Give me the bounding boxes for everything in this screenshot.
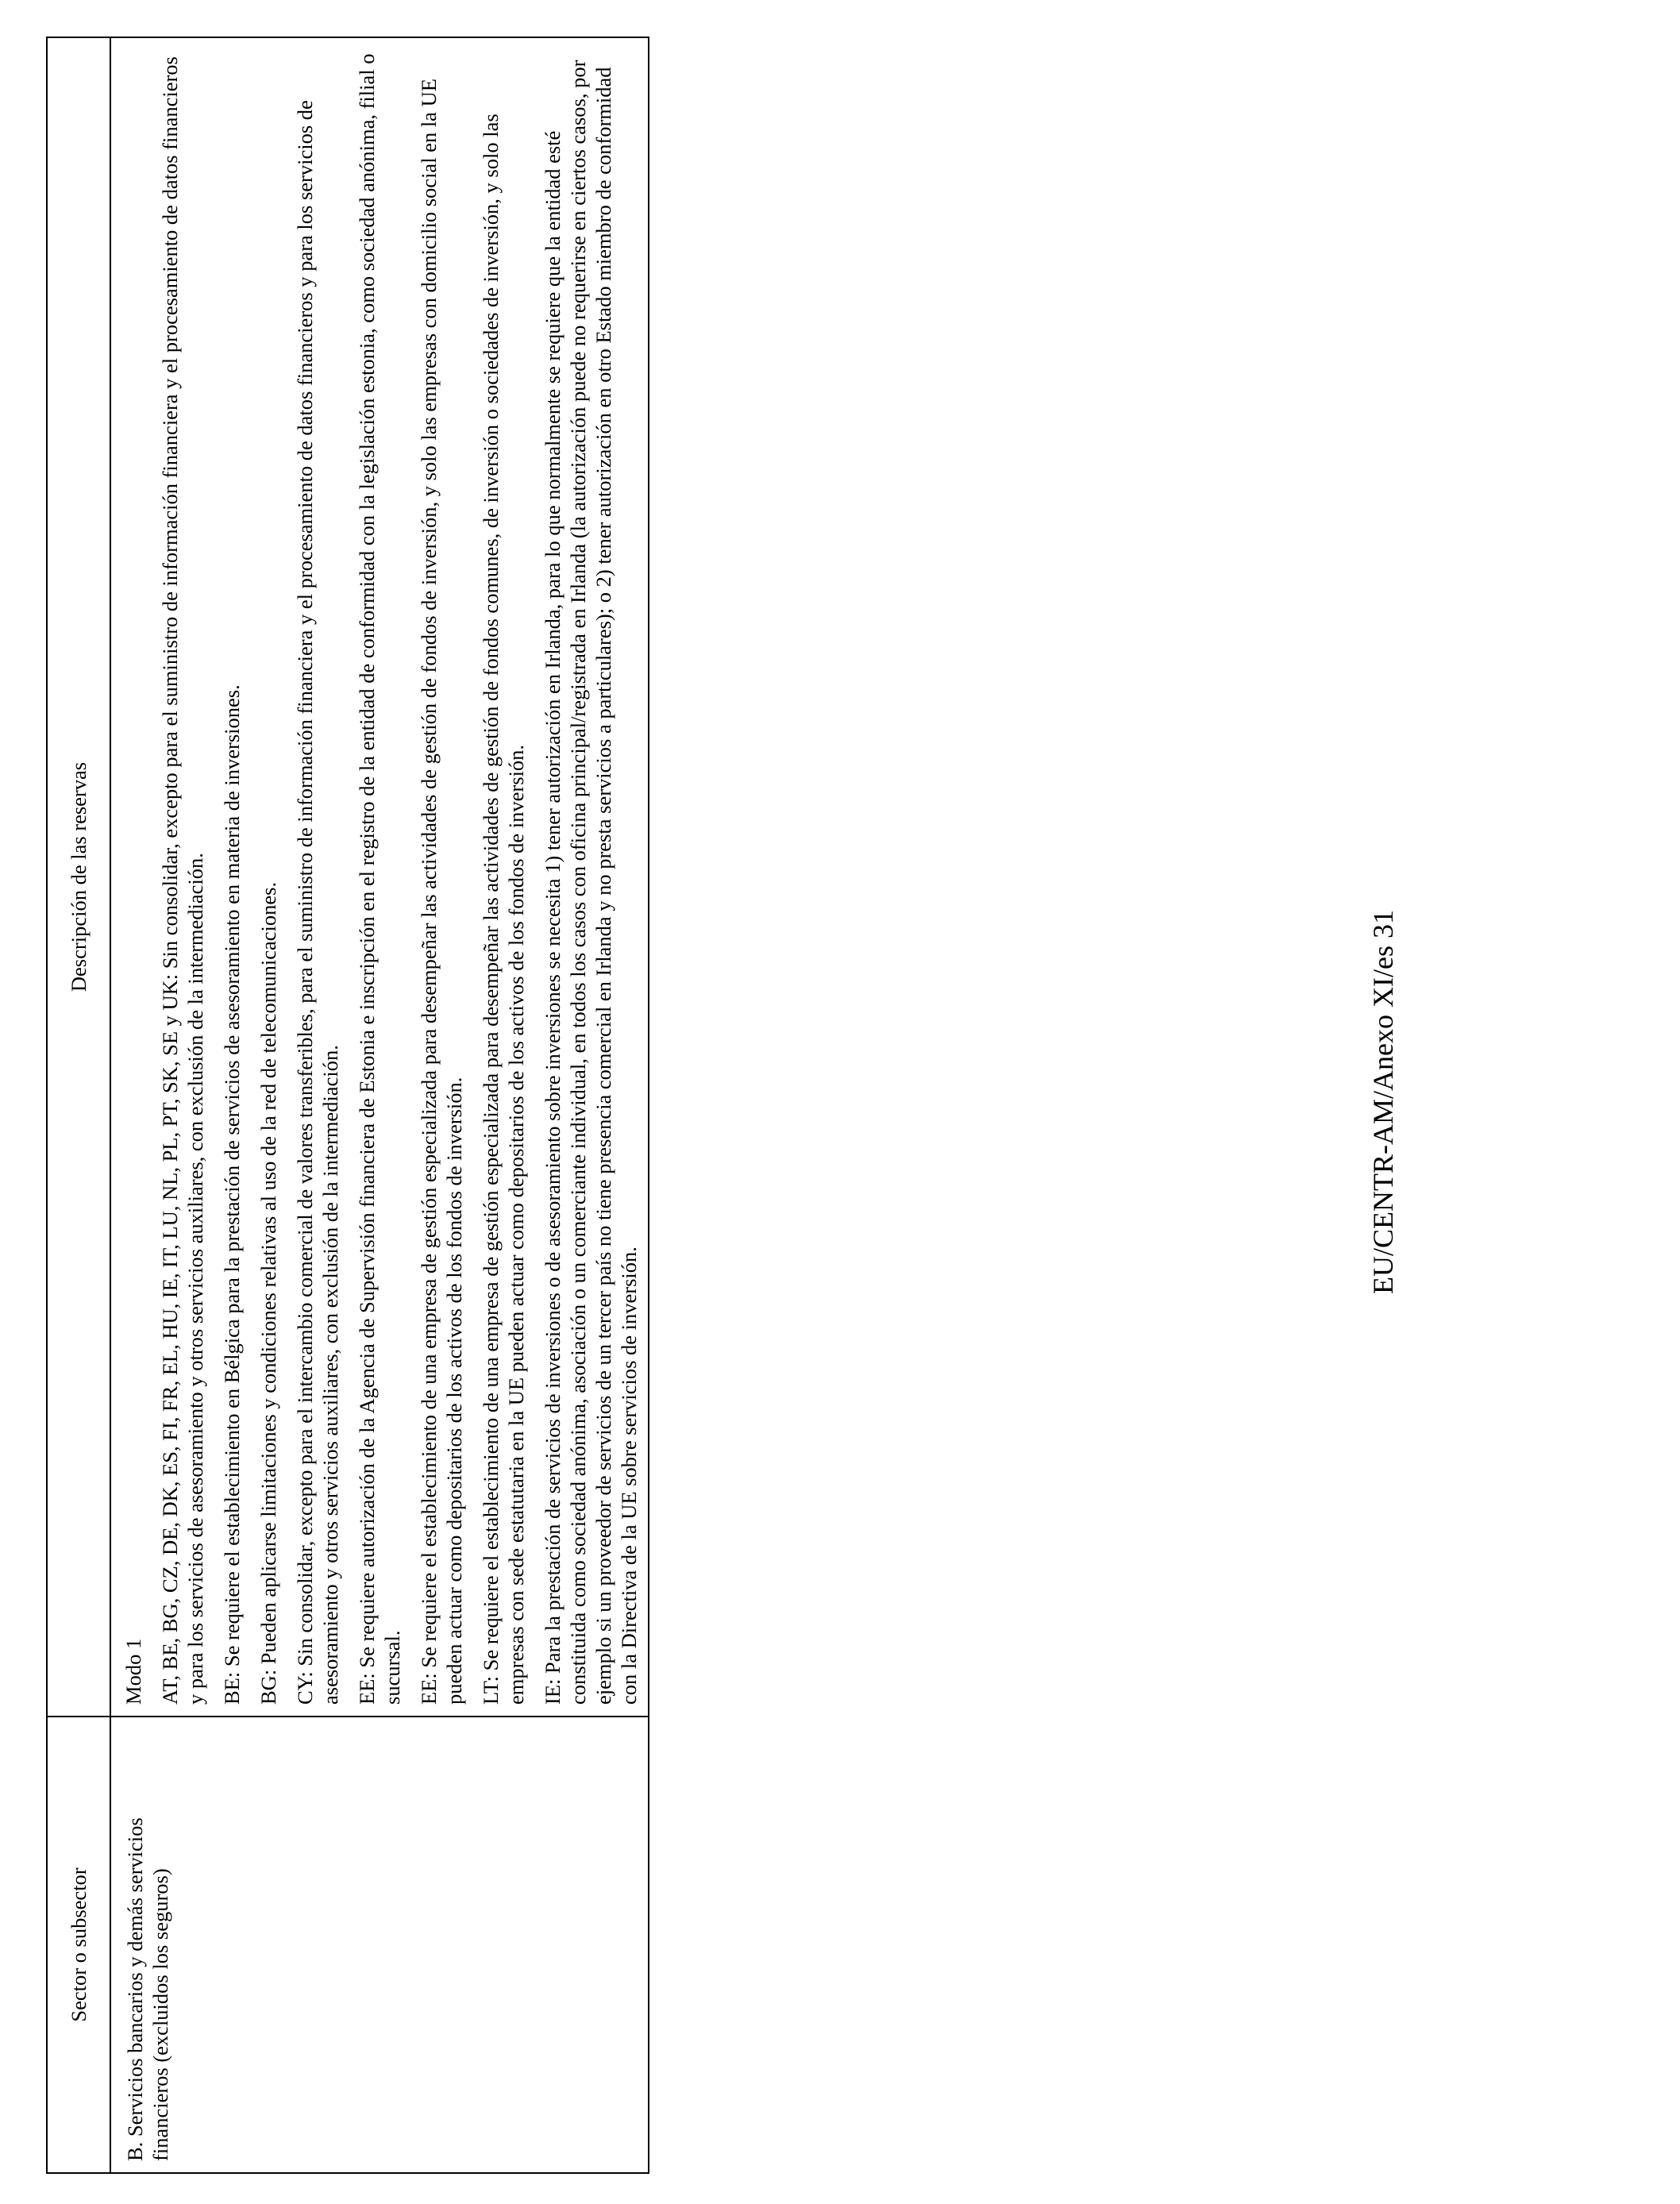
reservation-ee-authorization: EE: Se requiere autorización de la Agencia de Supervisión financiera de Estonia e inscripción en el registro de la entidad de conformidad con la legislación estonia, como sociedad anónima, filial o sucursal. xyxy=(355,53,404,1705)
mode-label: Modo 1 xyxy=(121,1638,145,1705)
reservation-ie: IE: Para la prestación de servicios de inversiones o de asesoramiento sobre inversiones se necesita 1) tener autorización en Irlanda, para lo que normalmente se requiere que la entidad esté constituida como sociedad anónima, asociación o un comerciante individual, en todos los casos con oficina principal/registrada en Irlanda (la autorización puede no requerirse en ciertos casos, por ejemplo si un proveedor de servicios de un tercer país no tiene presencia comercial en Irlanda y no presta servicios a particulares); o 2) tener autorización en otro Estado miembro de conformidad con la Directiva de la UE sobre servicios de inversión. xyxy=(541,60,641,1705)
description-cell xyxy=(110,37,649,1717)
reservation-bg: BG: Pueden aplicarse limitaciones y condiciones relativas al uso de la red de telecomunicaciones. xyxy=(256,881,280,1705)
sector-cell: B. Servicios bancarios y demás servicios financieros (excluidos los seguros) xyxy=(110,1717,649,2173)
sector-column-header: Sector o subsector xyxy=(47,1717,110,2173)
reservation-lt: LT: Se requiere el establecimiento de una empresa de gestión especializada para desempeñar las actividades de gestión de fondos comunes, de inversión o sociedades de inversión, y solo las empresas con sede estatutaria en la UE pueden actuar como depositarios de los activos de los fondos de inversión. xyxy=(479,114,528,1705)
reservation-cy: CY: Sin consolidar, excepto para el intercambio comercial de valores transferibles, para el suministro de información financiera y el procesamiento de datos financieros y para los servicios de asesoramiento y otros servicios auxiliares, con exclusión de la intermediación. xyxy=(293,100,342,1705)
reserves-table xyxy=(46,37,649,2174)
reservation-ee-management: EE: Se requiere el establecimiento de una empresa de gestión especializada para desempeñar las actividades de gestión de fondos de inversión, y solo las empresas con domicilio social en la UE pueden actuar como depositarios de los activos de los fondos de inversión. xyxy=(417,79,466,1705)
table-row xyxy=(110,37,649,2173)
reservation-be: BE: Se requiere el establecimiento en Bélgica para la prestación de servicios de asesoramiento en materia de inversiones. xyxy=(220,684,244,1705)
description-column-header: Descripción de las reservas xyxy=(47,37,110,1717)
page-footer: EU/CENTR-AM/Anexo XI/es 31 xyxy=(1367,910,1399,1294)
reservation-multi-country: AT, BE, BG, CZ, DE, DK, ES, FI, FR, EL, HU, IE, IT, LU, NL, PL, PT, SK, SE y UK: Sin consolidar, excepto para el suministro de información financiera y el procesamiento de datos financieros y para los servicios de asesoramiento y otros servicios auxiliares, con exclusión de la intermediación. xyxy=(158,56,207,1705)
table-header-row xyxy=(47,37,110,2173)
